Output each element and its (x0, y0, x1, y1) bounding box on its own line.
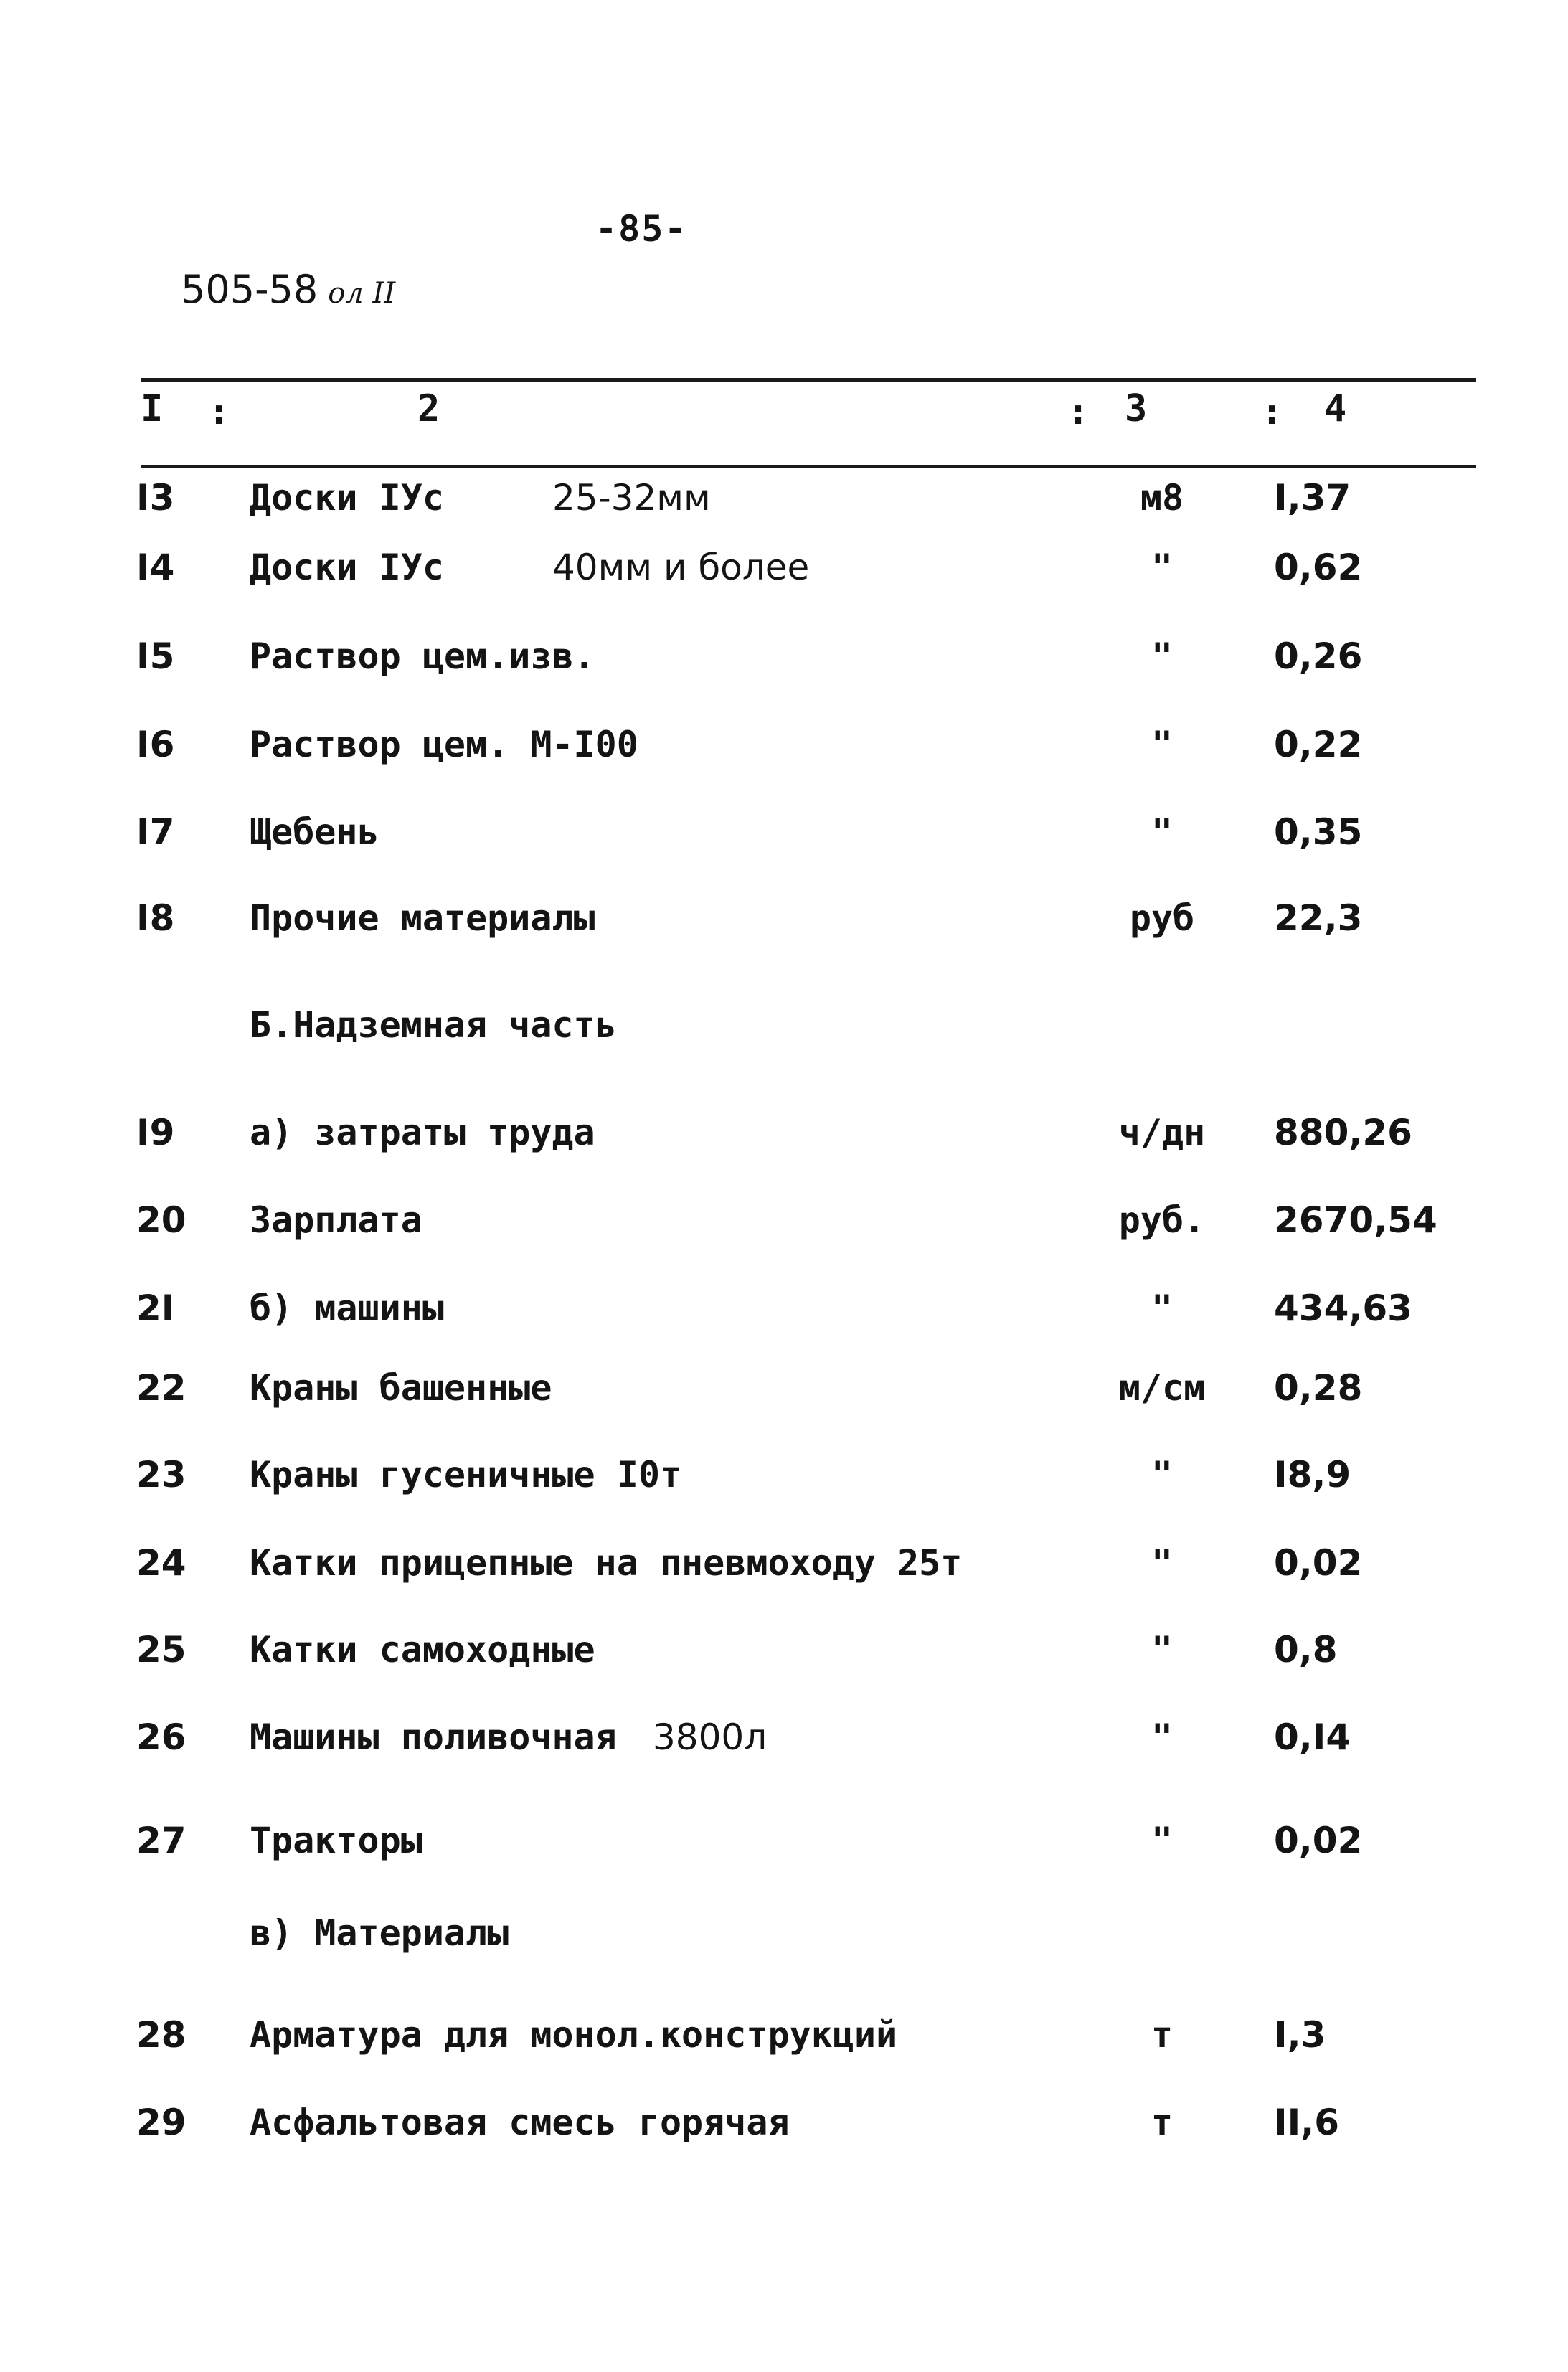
row-number: 26 (136, 1716, 186, 1758)
row-value: 0,02 (1274, 1820, 1363, 1861)
row-name: Катки прицепные на пневмоходу 25т (250, 1542, 963, 1584)
row-unit: ч/дн (1118, 1112, 1206, 1153)
row-value: 0,02 (1274, 1542, 1363, 1584)
table-row (0, 1542, 1568, 1600)
table-row (0, 547, 1568, 604)
row-name: а) затраты труда (250, 1112, 595, 1153)
row-unit: " (1151, 635, 1173, 677)
row-name: Тракторы (250, 1820, 422, 1861)
row-value: 22,3 (1274, 897, 1363, 939)
page-number: -85- (595, 208, 688, 250)
row-unit: м/см (1118, 1367, 1206, 1409)
column-separator-1: : (208, 391, 230, 433)
table-row (0, 635, 1568, 693)
row-number: I8 (136, 897, 175, 939)
table-row (0, 1454, 1568, 1511)
row-number: 24 (136, 1542, 186, 1584)
row-number: 2I (136, 1287, 175, 1329)
row-unit: " (1151, 811, 1173, 853)
row-number: 28 (136, 2014, 186, 2056)
row-name: Асфальтовая смесь горячая (250, 2102, 790, 2143)
row-number: 23 (136, 1454, 186, 1496)
row-value: 880,26 (1274, 1112, 1412, 1153)
row-unit: " (1151, 1287, 1173, 1329)
table-row (0, 897, 1568, 955)
row-name: Прочие материалы (250, 897, 595, 939)
row-spec: 25-32мм (552, 477, 711, 519)
row-value: I,3 (1274, 2014, 1326, 2056)
row-number: I5 (136, 635, 175, 677)
row-value: II,6 (1274, 2102, 1339, 2143)
table-top-rule (141, 378, 1476, 382)
row-number: 29 (136, 2102, 186, 2143)
row-name: Катки самоходные (250, 1629, 595, 1671)
row-value: 0,35 (1274, 811, 1363, 853)
row-value: 0,26 (1274, 635, 1363, 677)
table-row (0, 2102, 1568, 2159)
row-spec: 40мм и более (552, 547, 810, 588)
row-unit: т (1151, 2014, 1173, 2056)
table-row (0, 1199, 1568, 1257)
row-value: 0,I4 (1274, 1716, 1351, 1758)
row-unit: " (1151, 1629, 1173, 1671)
row-value: 2670,54 (1274, 1199, 1437, 1241)
row-number: I9 (136, 1112, 175, 1153)
row-name: Раствор цем. М-I00 (250, 724, 638, 765)
row-unit: " (1151, 1716, 1173, 1758)
row-name: Краны гусеничные I0т (250, 1454, 682, 1496)
row-number: I4 (136, 547, 175, 588)
table-row (0, 1367, 1568, 1424)
row-value: 0,22 (1274, 724, 1363, 765)
row-value: 0,8 (1274, 1629, 1338, 1671)
row-value: I,37 (1274, 477, 1351, 519)
column-separator-2: : (1067, 391, 1090, 433)
row-unit: руб (1129, 897, 1195, 939)
row-name: Краны башенные (250, 1367, 552, 1409)
row-name: Раствор цем.изв. (250, 635, 595, 677)
column-header-2: 2 (417, 387, 440, 430)
row-spec: 3800л (653, 1716, 768, 1758)
handwritten-annotation: ол II (328, 277, 396, 310)
row-number: 22 (136, 1367, 186, 1409)
table-row (0, 1287, 1568, 1345)
row-name: Зарплата (250, 1199, 422, 1241)
section-title-b: Б.Надземная часть (250, 1004, 617, 1046)
row-value: 434,63 (1274, 1287, 1412, 1329)
document-code-number: 505-58 (181, 267, 318, 312)
row-name: Машины поливочная (250, 1716, 617, 1758)
row-unit: т (1151, 2102, 1173, 2143)
row-name: Арматура для монол.конструкций (250, 2014, 898, 2056)
table-row (0, 1820, 1568, 1877)
row-name: б) машины (250, 1287, 444, 1329)
row-value: 0,62 (1274, 547, 1363, 588)
row-number: 27 (136, 1820, 186, 1861)
table-row (0, 724, 1568, 781)
row-name: Доски IУс (250, 477, 444, 519)
row-value: 0,28 (1274, 1367, 1363, 1409)
column-header-1: I (141, 387, 164, 430)
row-unit: " (1151, 1820, 1173, 1861)
row-value: I8,9 (1274, 1454, 1351, 1496)
row-unit: руб. (1118, 1199, 1206, 1241)
row-unit: м8 (1140, 477, 1184, 519)
row-unit: " (1151, 1454, 1173, 1496)
table-row (0, 1112, 1568, 1169)
table-header-rule (141, 465, 1476, 468)
table-row (0, 1629, 1568, 1686)
row-name: Щебень (250, 811, 379, 853)
table-row (0, 2014, 1568, 2071)
row-number: 20 (136, 1199, 186, 1241)
row-number: I7 (136, 811, 175, 853)
row-unit: " (1151, 1542, 1173, 1584)
row-name: Доски IУс (250, 547, 444, 588)
document-code (181, 267, 395, 312)
column-header-3: 3 (1125, 387, 1148, 430)
column-header-4: 4 (1324, 387, 1347, 430)
row-unit: " (1151, 547, 1173, 588)
column-separator-3: : (1261, 391, 1283, 433)
table-row (0, 477, 1568, 534)
row-number: I6 (136, 724, 175, 765)
table-row (0, 811, 1568, 869)
row-number: I3 (136, 477, 175, 519)
row-number: 25 (136, 1629, 186, 1671)
row-unit: " (1151, 724, 1173, 765)
section-title-v: в) Материалы (250, 1912, 509, 1954)
table-row (0, 1716, 1568, 1774)
